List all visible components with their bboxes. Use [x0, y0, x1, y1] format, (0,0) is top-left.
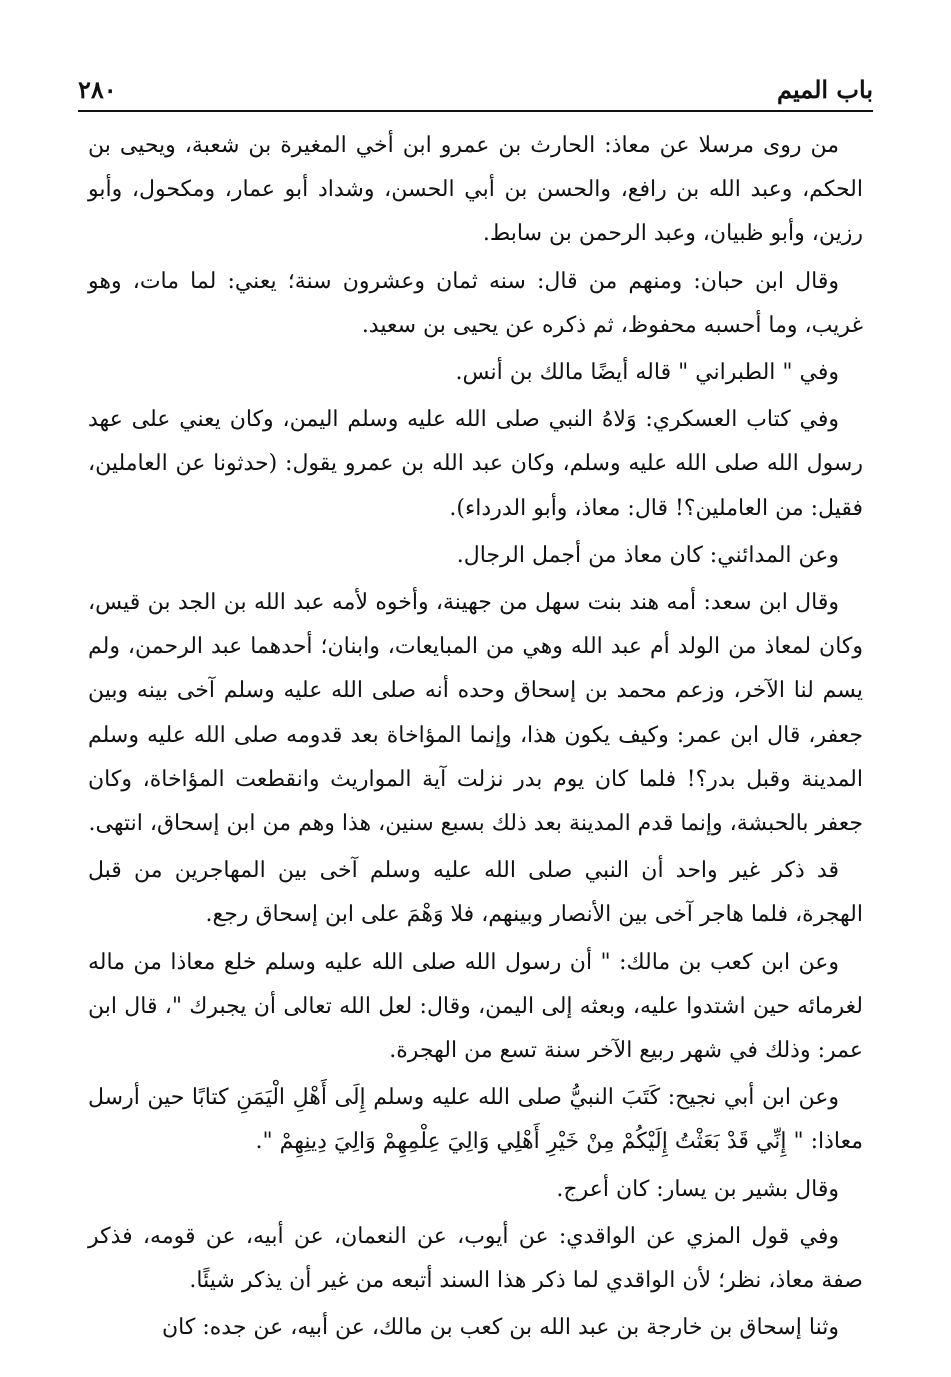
paragraph: وعن المدائني: كان معاذ من أجمل الرجال.: [456, 542, 839, 568]
paragraph: وعن ابن أبي نجيح: كَتَبَ النبيُّ صلى الله عليه وسلم إِلَى أَهْلِ الْيَمَنِ كتابًا حين أرسل معاذا: " إِنِّي قَدْ بَعَثْتُ إِلَيْكُمْ مِنْ خَيْرِ أَهْلِي وَالِيَ عِلْمِهِمْ وَالِيَ دِينِهِمْ ".: [88, 1085, 863, 1155]
paragraph: وفي كتاب العسكري: وَلاهُ النبي صلى الله عليه وسلم اليمن، وكان يعني على عهد رسول الله صلى الله عليه وسلم، وكان عبد الله بن عمرو يقول: (حدثونا عن العاملين، فقيل: من العاملين؟! قال: معاذ، وأبو الدرداء).: [88, 407, 863, 521]
paragraph: من روى مرسلا عن معاذ: الحارث بن عمرو ابن أخي المغيرة بن شعبة، ويحيى بن الحكم، وعبد الله بن رافع، والحسن بن أبي الحسن، وشداد أبو عمار، ومكحول، وأبو رزين، وأبو ظبيان، وعبد الرحمن بن سابط.: [88, 133, 863, 247]
paragraph: وقال بشير بن يسار: كان أعرج.: [556, 1176, 839, 1202]
paragraph: وقال ابن سعد: أمه هند بنت سهل من جهينة، وأخوه لأمه عبد الله بن الجد بن قيس، وكان لمعاذ من الولد أم عبد الله وهي من المبايعات، وابنان؛ أحدهما عبد الرحمن، ولم يسم لنا الآخر، وزعم محمد بن إسحاق وحده أنه صلى الله عليه وسلم آخى بينه وبين جعفر، قال ابن عمر: وكيف يكون هذا، وإنما المؤاخاة بعد قدومه صلى الله عليه وسلم المدينة وقبل بدر؟! فلما كان يوم بدر نزلت آية المواريث وانقطعت المؤاخاة، وكان جعفر بالحبشة، وإنما قدم المدينة بعد ذلك بسبع سنين، هذا وهم من ابن إسحاق، انتهى.: [88, 590, 863, 837]
paragraph: وعن ابن كعب بن مالك: " أن رسول الله صلى الله عليه وسلم خلع معاذا من ماله لغرمائه حين اشتدوا عليه، وبعثه إلى اليمن، وقال: لعل الله تعالى أن يجبرك "، قال ابن عمر: وذلك في شهر ربيع الآخر سنة تسع من الهجرة.: [88, 949, 863, 1064]
page-body: [88, 124, 863, 1353]
page-number: ٢٨٠: [78, 75, 117, 104]
paragraph: وقال ابن حبان: ومنهم من قال: سنه ثمان وعشرون سنة؛ يعني: لما مات، وهو غريب، وما أحسبه محفوظ، ثم ذكره عن يحيى بن سعيد.: [88, 268, 863, 338]
paragraph: وفي " الطبراني " قاله أيضًا مالك بن أنس.: [455, 360, 839, 386]
running-header: [78, 72, 873, 112]
chapter-title: باب الميم: [776, 75, 873, 104]
paragraph: قد ذكر غير واحد أن النبي صلى الله عليه وسلم آخى بين المهاجرين من قبل الهجرة، فلما هاجر آخى بين الأنصار وبينهم، فلا وَهْمَ على ابن إسحاق رجع.: [88, 858, 863, 928]
paragraph: وفي قول المزي عن الواقدي: عن أيوب، عن النعمان، عن أبيه، عن قومه، فذكر صفة معاذ، نظر؛ لأن الواقدي لما ذكر هذا السند أتبعه من غير أن يذكر شيئًا.: [88, 1223, 863, 1294]
paragraph: وثنا إسحاق بن خارجة بن عبد الله بن كعب بن مالك، عن أبيه، عن جده: كان: [162, 1315, 839, 1341]
